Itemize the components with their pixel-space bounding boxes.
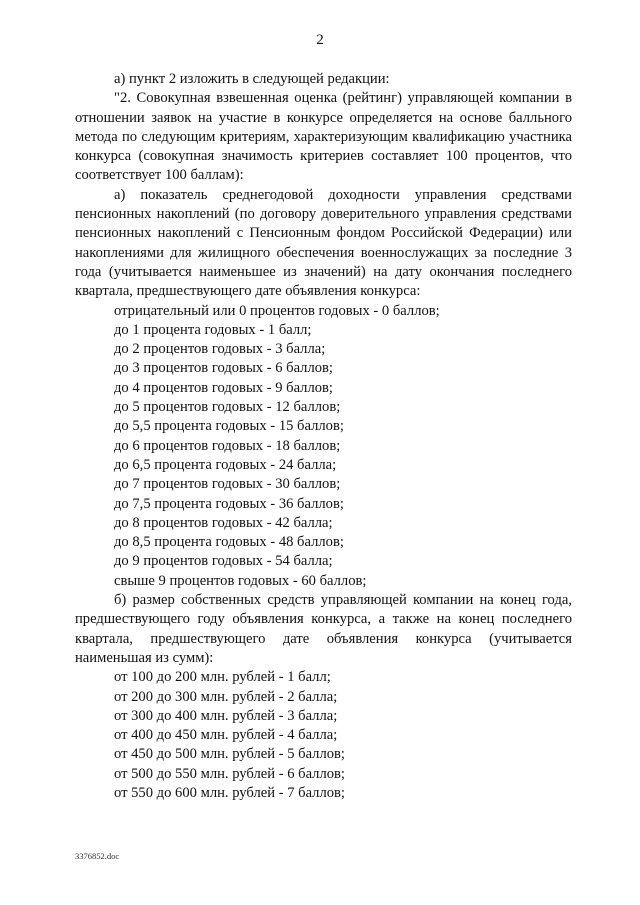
- list-item: до 5 процентов годовых - 12 баллов;: [114, 399, 341, 416]
- list-item: до 2 процентов годовых - 3 балла;: [114, 341, 326, 358]
- amendment-intro: а) пункт 2 изложить в следующей редакции:: [114, 71, 390, 87]
- list-item: от 550 до 600 млн. рублей - 7 баллов;: [114, 784, 345, 801]
- list-item: до 3 процентов годовых - 6 баллов;: [114, 360, 333, 377]
- list-item: до 6 процентов годовых - 18 баллов;: [114, 437, 341, 454]
- list-item: до 1 процента годовых - 1 балл;: [114, 321, 312, 338]
- list-item: до 8 процентов годовых - 42 балла;: [114, 514, 333, 531]
- list-item: отрицательный или 0 процентов годовых - 0 баллов;: [114, 302, 440, 319]
- list-item: до 4 процентов годовых - 9 баллов;: [114, 379, 333, 396]
- document-body: [75, 70, 572, 803]
- criterion-b-list: [75, 668, 572, 803]
- list-item: до 6,5 процента годовых - 24 балла;: [114, 456, 337, 473]
- list-item: до 7,5 процента годовых - 36 баллов;: [114, 495, 344, 512]
- list-item: до 7 процентов годовых - 30 баллов;: [114, 476, 341, 493]
- criterion-a-list: [75, 302, 572, 591]
- list-item: от 100 до 200 млн. рублей - 1 балл;: [114, 669, 331, 686]
- list-item: до 5,5 процента годовых - 15 баллов;: [114, 418, 344, 435]
- list-item: до 8,5 процента годовых - 48 баллов;: [114, 534, 344, 551]
- criterion-b-text: б) размер собственных средств управляющей компании на конец года, предшествующего году объявления конкурса, а также на конец последнего квартала, предшествующего дате объявления конкурса (учитывается наименьшая из сумм):: [75, 592, 572, 666]
- list-item: свыше 9 процентов годовых - 60 баллов;: [114, 572, 367, 589]
- list-item: до 9 процентов годовых - 54 балла;: [114, 553, 333, 570]
- page-number: 2: [316, 32, 324, 48]
- list-item: от 200 до 300 млн. рублей - 2 балла;: [114, 688, 338, 705]
- list-item: от 500 до 550 млн. рублей - 6 баллов;: [114, 765, 345, 782]
- list-item: от 450 до 500 млн. рублей - 5 баллов;: [114, 746, 345, 763]
- criterion-a-text: а) показатель среднегодовой доходности управления средствами пенсионных накоплений (по договору доверительного управления средствами пенсионных накоплений с Пенсионным фондом Российской Федерации) или накоплениями для жилищного обеспечения военнослужащих за последние 3 года (учитывается наименьшее из значений) на дату окончания последнего квартала, предшествующего дате объявления конкурса:: [75, 186, 572, 300]
- list-item: от 300 до 400 млн. рублей - 3 балла;: [114, 707, 338, 724]
- paragraph-2: "2. Совокупная взвешенная оценка (рейтинг) управляющей компании в отношении заявок на участие в конкурсе определяется на основе балльного метода по следующим критериям, характеризующим квалификацию участника конкурса (совокупная значимость критериев составляет 100 процентов, что соответствует 100 баллам):: [75, 90, 572, 184]
- list-item: от 400 до 450 млн. рублей - 4 балла;: [114, 727, 338, 744]
- footer-filename: 3376852.doc: [75, 851, 120, 861]
